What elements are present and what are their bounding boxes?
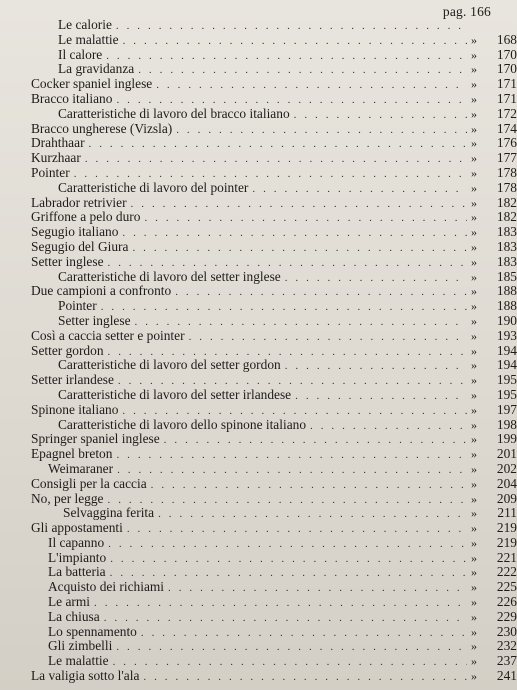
toc-entry [0,477,517,492]
toc-entry-page: 177 [496,150,517,166]
toc-entry [0,18,517,33]
toc-entry-page: 237 [496,653,517,669]
ditto-mark: » [471,165,477,180]
toc-entry-title: Il capanno [48,534,105,550]
toc-entry-page: 226 [496,594,517,610]
toc-entry-page: 193 [496,327,517,343]
dot-leader [122,226,467,241]
toc-entry [0,521,517,536]
toc-entry-title: Kurzhaar [31,150,81,166]
toc-entry [0,270,517,285]
toc-entry-page: 183 [496,224,517,240]
toc-entry-page: 188 [496,283,517,299]
ditto-mark: » [471,447,477,462]
dot-leader [104,611,467,626]
toc-entry [0,92,517,107]
toc-entry-page: 229 [496,608,517,624]
toc-entry-title: Drahthaar [31,135,85,151]
dot-leader [117,463,467,478]
toc-entry-page: 183 [496,238,517,254]
toc-entry-page: 182 [496,209,517,225]
toc-entry-page: 195 [496,386,517,402]
toc-entry [0,48,517,63]
toc-entry-page: 198 [496,416,517,432]
toc-entry-page: 174 [496,120,517,136]
toc-entry-title: Pointer [31,164,70,180]
toc-entry-title: Le malattie [58,31,119,47]
dot-leader [295,389,467,404]
dot-leader [108,493,467,508]
toc-entry [0,62,517,77]
ditto-mark: » [471,328,477,343]
toc-entry [0,33,517,48]
toc-entry-page: 201 [496,446,517,462]
ditto-mark: » [471,180,477,195]
toc-entry-title: Lo spennamento [48,623,137,639]
dot-leader [285,271,467,286]
toc-entry-title: Le armi [48,594,91,610]
toc-entry-title: Consigli per la caccia [31,475,147,491]
toc-entry-title: Le calorie [58,17,112,32]
toc-entry-title: Labrador retrivier [31,194,127,210]
toc-entry [0,210,517,225]
ditto-mark: » [471,151,477,166]
toc-entry-title: Griffone a pelo duro [31,209,141,225]
toc-entry-title: Caratteristiche di lavoro dello spinone italiano [58,416,307,432]
toc-entry [0,107,517,122]
toc-entry-page: 182 [496,194,517,210]
toc-entry-page: 170 [496,46,517,62]
toc-entry-title: Caratteristiche di lavoro del bracco italiano [58,105,290,121]
toc-entry-title: Bracco italiano [31,90,113,106]
toc-entry-title: Acquisto dei richiami [48,579,165,595]
ditto-mark: » [471,461,477,476]
toc-entry-title: Gli appostamenti [31,520,123,536]
dot-leader [113,655,467,670]
ditto-mark: » [471,284,477,299]
ditto-mark: » [471,195,477,210]
toc-entry-title: Segugio italiano [31,224,119,240]
dot-leader [85,152,467,167]
toc-entry-title: Gli zimbelli [48,638,113,654]
toc-entry [0,492,517,507]
toc-entry [0,136,517,151]
toc-entry-title: Setter gordon [31,342,104,358]
toc-entry-title: No, per legge [31,490,104,506]
dot-leader [89,137,467,152]
toc-entry [0,225,517,240]
toc-entry [0,314,517,329]
ditto-mark: » [471,432,477,447]
toc-entry-page: 199 [496,431,517,447]
toc-entry-page: 176 [496,135,517,151]
toc-entry-title: La batteria [48,564,106,580]
toc-entry-title: Pointer [58,298,97,314]
toc-entry [0,418,517,433]
ditto-mark: » [471,47,477,62]
ditto-mark: » [471,62,477,77]
toc-entry-title: Caratteristiche di lavoro del pointer [58,179,249,195]
ditto-mark: » [471,550,477,565]
toc-entry [0,240,517,255]
dot-leader [116,640,467,655]
toc-entry-page: 204 [496,475,517,491]
toc-entry [0,344,517,359]
toc-entry-title: Caratteristiche di lavoro del setter inglese [58,268,281,284]
toc-entry-page: 230 [496,623,517,639]
ditto-mark: » [471,609,477,624]
toc-entry-page: 195 [496,372,517,388]
ditto-mark: » [471,417,477,432]
toc-entry [0,654,517,669]
toc-entry-page: 168 [496,31,517,47]
ditto-mark: » [471,491,477,506]
toc-entry-page: 170 [496,61,517,77]
toc-entry-page: 219 [496,534,517,550]
ditto-mark: » [471,580,477,595]
toc-entry [0,610,517,625]
ditto-mark: » [471,254,477,269]
toc-entry [0,639,517,654]
toc-entry [0,447,517,462]
toc-entry-title: Spinone italiano [31,401,119,417]
dot-leader [158,507,467,522]
toc-entry-title: L'impianto [48,549,107,565]
ditto-mark: » [471,402,477,417]
ditto-mark: » [471,358,477,373]
toc-entry-title: La chiusa [48,608,100,624]
dot-leader [110,552,467,567]
toc-entry-page: 171 [496,90,517,106]
toc-entry-page: 185 [496,268,517,284]
toc-entry-page: 178 [496,164,517,180]
toc-entry-page: 197 [496,401,517,417]
toc-entry-page: 211 [497,505,517,521]
toc-entry [0,595,517,610]
toc-entry-page: 188 [496,298,517,314]
dot-leader [94,596,467,611]
dot-leader [123,34,467,49]
toc-entry [0,388,517,403]
toc-entry [0,536,517,551]
toc-entry [0,284,517,299]
toc-entry-page: 202 [496,460,517,476]
toc-entry-title: La gravidanza [58,61,135,77]
toc-entry-page: 219 [496,520,517,536]
ditto-mark: » [471,239,477,254]
dot-leader [189,330,467,345]
toc-entry-title: Caratteristiche di lavoro del setter gordon [58,357,281,373]
toc-entry [0,565,517,580]
ditto-mark: » [471,32,477,47]
ditto-mark: » [471,624,477,639]
toc-entry-page: 241 [496,668,517,684]
dot-leader [131,197,467,212]
toc-entry [0,196,517,211]
toc-entry-page: 194 [496,342,517,358]
toc-entry-title: Cocker spaniel inglese [31,76,153,92]
ditto-mark: » [471,565,477,580]
toc-entry-title: Epagnel breton [31,446,113,462]
toc-entry-page: 171 [496,76,517,92]
ditto-mark: » [471,299,477,314]
toc-entry [0,299,517,314]
toc-entry-page: 194 [496,357,517,373]
ditto-mark: » [471,654,477,669]
dot-leader [151,478,467,493]
toc-entry-page: 222 [496,564,517,580]
toc-entry [0,580,517,595]
toc-entry [0,506,517,521]
ditto-mark: » [471,639,477,654]
toc-entry-title: Due campioni a confronto [31,283,172,299]
ditto-mark: » [471,136,477,151]
toc-entry-title: Bracco ungherese (Vizsla) [31,120,173,136]
ditto-mark: » [471,595,477,610]
dot-leader [143,670,467,685]
ditto-mark: » [471,77,477,92]
ditto-mark: » [471,225,477,240]
dot-leader [106,49,467,64]
toc-entry-title: Il calore [58,46,103,62]
ditto-mark: » [471,210,477,225]
dot-leader [108,537,467,552]
toc-entry [0,669,517,684]
toc-entry [0,166,517,181]
toc-entry [0,403,517,418]
toc-entry-title: Setter inglese [31,253,104,269]
ditto-mark: » [471,106,477,121]
ditto-mark: » [471,535,477,550]
toc-entry [0,432,517,447]
ditto-mark: » [471,343,477,358]
dot-leader [116,448,467,463]
toc-entry-title: Selvaggina ferita [63,505,155,521]
dot-leader [132,241,467,256]
ditto-mark: » [471,476,477,491]
dot-leader [138,63,467,78]
dot-leader [175,285,467,300]
toc-entry-page: 172 [496,105,517,121]
ditto-mark: » [471,506,477,521]
ditto-mark: » [471,313,477,328]
toc-entry [0,551,517,566]
dot-leader [310,419,467,434]
toc-entry-title: Le malattie [48,653,109,669]
toc-entry-page: 178 [496,179,517,195]
toc-entry-title: Così a caccia setter e pointer [31,327,185,343]
toc-entry-title: Springer spaniel inglese [31,431,160,447]
page-header-label: pag. 166 [442,4,491,19]
ditto-mark: » [471,521,477,536]
dot-leader [164,433,467,448]
ditto-mark: » [471,373,477,388]
toc-entry [0,358,517,373]
toc-entry [0,625,517,640]
dot-leader [252,182,467,197]
dot-leader [127,522,467,537]
toc-entry-title: La valigia sotto l'ala [31,668,140,684]
dot-leader [141,626,467,641]
toc-entry [0,122,517,137]
toc-entry-page: 190 [496,312,517,328]
dot-leader [116,19,467,34]
toc-entry [0,255,517,270]
toc-entry [0,462,517,477]
toc-entry-page: 221 [496,549,517,565]
toc-entry-title: Weimaraner [48,460,114,476]
table-of-contents [0,18,517,684]
toc-entry-title: Setter irlandese [31,372,114,388]
toc-entry [0,373,517,388]
toc-entry-title: Setter inglese [58,312,131,328]
toc-entry [0,77,517,92]
ditto-mark: » [471,387,477,402]
dot-leader [101,300,467,315]
toc-entry [0,151,517,166]
toc-entry-page: 232 [496,638,517,654]
ditto-mark: » [471,269,477,284]
ditto-mark: » [471,669,477,684]
dot-leader [176,123,467,138]
dot-leader [294,108,467,123]
toc-entry-page: 209 [496,490,517,506]
toc-entry-title: Segugio del Giura [31,238,129,254]
dot-leader [156,78,467,93]
toc-entry-title: Caratteristiche di lavoro del setter irlandese [58,386,292,402]
toc-entry-page: 183 [496,253,517,269]
dot-leader [168,581,467,596]
toc-entry [0,181,517,196]
ditto-mark: » [471,91,477,106]
toc-entry-page: 225 [496,579,517,595]
toc-entry [0,329,517,344]
dot-leader [285,359,467,374]
ditto-mark: » [471,121,477,136]
dot-leader [144,211,467,226]
